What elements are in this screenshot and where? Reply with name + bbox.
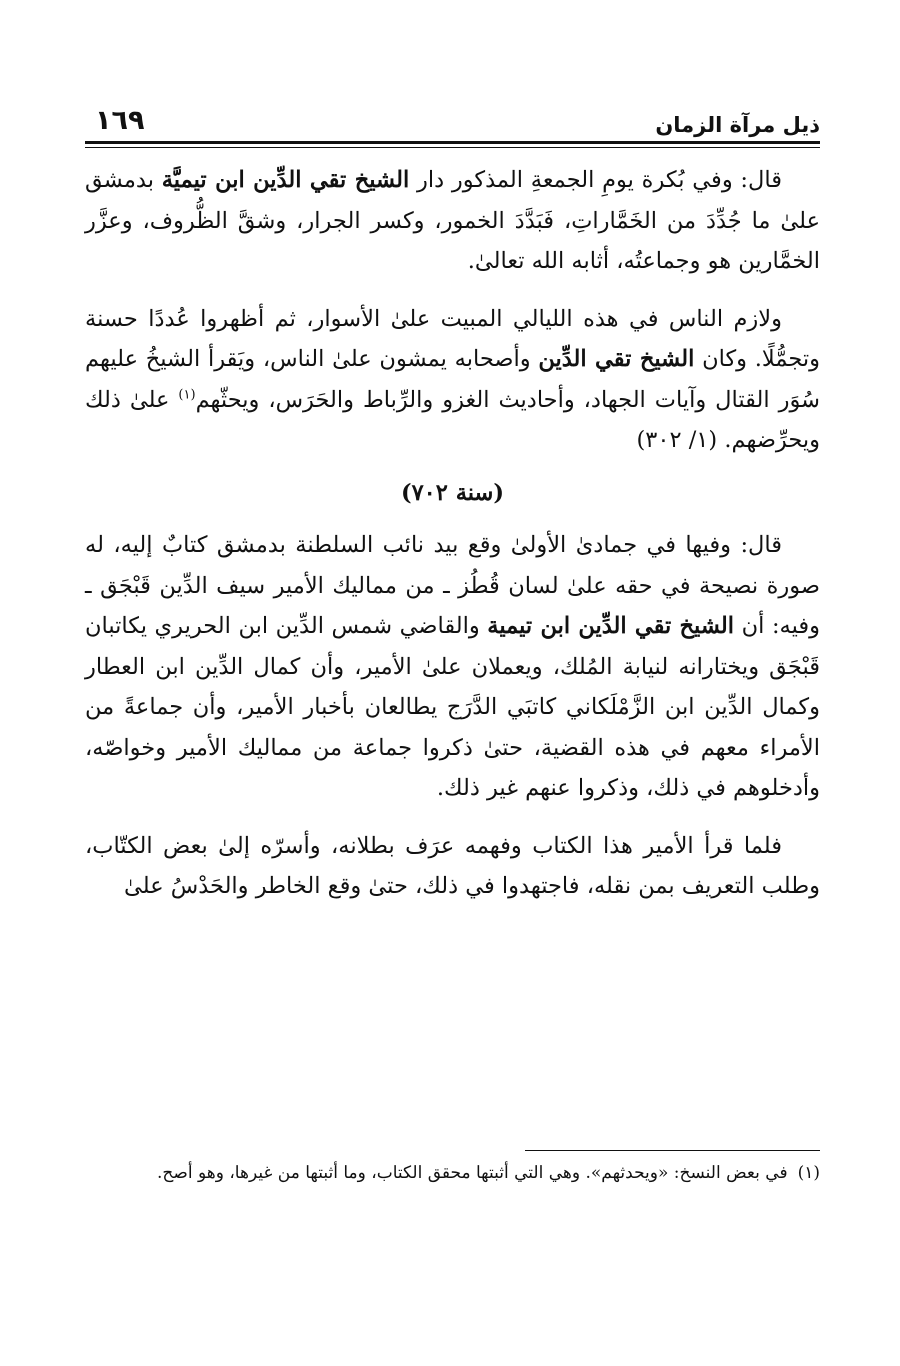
- text-run: بدمشق علىٰ ما جُدِّدَ من الخَمَّاراتِ، فَبَدَّدَ الخمور، وكسر الجرار، وشقَّ الظُّروف، وعزَّر الخمَّارين هو وجماعتُه، أثابه الله تعالىٰ.: [85, 167, 820, 274]
- page: [85, 95, 820, 1183]
- footnote-number: (١): [797, 1163, 820, 1183]
- running-header: [85, 95, 820, 145]
- paragraph: [85, 826, 820, 907]
- paragraph: [85, 525, 820, 809]
- header-rule-thick: [85, 141, 820, 144]
- footnote-separator: [525, 1150, 820, 1151]
- text-run: قال: وفي بُكرة يومِ الجمعةِ المذكور دار: [409, 167, 782, 193]
- footnote-text: في بعض النسخ: «ويحدثهم». وهي التي أثبتها محقق الكتاب، وما أثبتها من غيرها، وهو أصح.: [157, 1163, 788, 1183]
- footnote: [85, 1158, 820, 1188]
- book-title: ذيل مرآة الزمان: [655, 113, 820, 137]
- paragraph: [85, 160, 820, 282]
- text-run: قال: وفيها في جمادىٰ الأولىٰ وقع بيد نائب السلطنة بدمشق كتابٌ إليه، له صورة نصيحة في حقه علىٰ لسان قُطُز ـ من مماليك الأمير سيف الدِّين قَبْجَق ـ وفيه: أن: [85, 532, 820, 639]
- page-number: ١٦٩: [95, 105, 145, 136]
- text-run: ولازم الناس في هذه الليالي المبيت علىٰ الأسوار، ثم أظهروا عُددًا حسنة وتجمُّلًا. وكان: [85, 305, 820, 372]
- year-heading: (سنة ٧٠٢): [400, 479, 505, 506]
- bold-name: الشيخ تقي الدِّين: [538, 346, 695, 372]
- text-run: والقاضي شمس الدِّين ابن الحريري يكاتبان قَبْجَق ويختارانه لنيابة المُلك، ويعملان علىٰ الأمير، وأن كمال الدِّين ابن العطار وكمال الدِّين ابن الزَّمْلَكاني كاتبَي الدَّرَج يطالعان بأخبار الأمير، وأن جماعةً من الأمراء معهم في هذه القضية، حتىٰ ذكروا جماعة من مماليك الأمير وخواصّه، وأدخلوهم في ذلك، وذكروا عنهم غير ذلك.: [85, 613, 820, 801]
- text-run: فلما قرأ الأمير هذا الكتاب وفهمه عرَف بطلانه، وأسرّه إلىٰ بعض الكتّاب، وطلب التعريف بمن نقله، فاجتهدوا في ذلك، حتىٰ وقع الخاطر والحَدْسُ علىٰ: [85, 832, 820, 899]
- text-run: علىٰ ذلك ويحرِّضهم. (١/ ٣٠٢): [85, 386, 820, 453]
- bold-name: الشيخ تقي الدِّين ابن تيميَّة: [161, 167, 410, 193]
- bold-name: الشيخ تقي الدِّين ابن تيمية: [487, 613, 735, 639]
- footnote-ref: (١): [178, 387, 196, 402]
- body-text: [85, 160, 820, 907]
- header-rule-thin: [85, 147, 820, 148]
- text-run: وأصحابه يمشون علىٰ الناس، ويَقرأ الشيخُ عليهم سُوَر القتال وآيات الجهاد، وأحاديث الغزو والرِّباط والحَرَس، ويحثّهم: [85, 346, 820, 413]
- paragraph: [85, 299, 820, 461]
